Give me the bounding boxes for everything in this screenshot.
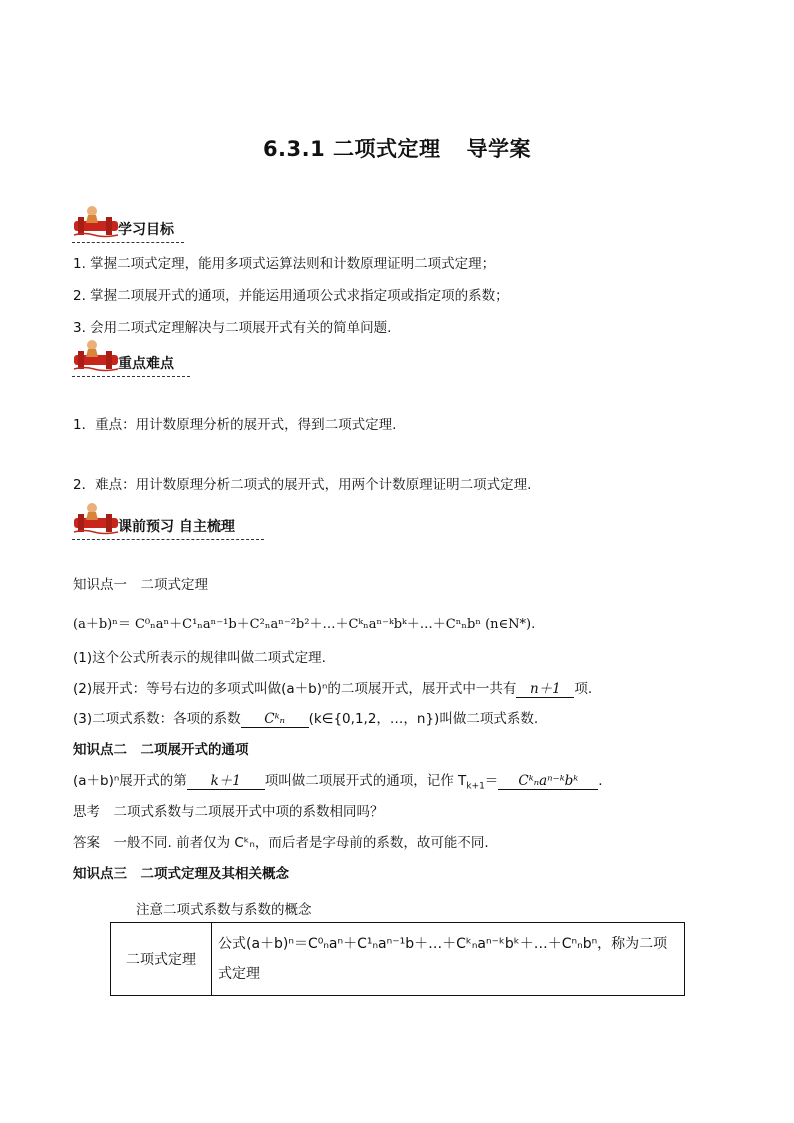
kp3-heading: 知识点三 二项式定理及其相关概念: [73, 866, 289, 882]
table-cell-name: 二项式定理: [111, 923, 212, 996]
goal-item: 2. 掌握二项展开式的通项，并能运用通项公式求指定项或指定项的系数；: [73, 288, 509, 304]
think-line: 思考 二项式系数与二项展开式中项的系数相同吗？: [73, 804, 384, 820]
section-underline: [72, 374, 190, 377]
section-key: [72, 337, 272, 377]
title-part2: 导学案: [466, 137, 532, 161]
section-underline: [72, 537, 264, 540]
answer-line: 答案 一般不同. 前者仅为 Cᵏₙ，而后者是字母前的系数，故可能不同.: [73, 835, 489, 851]
kp2-line1-mid: 项叫做二项展开式的通项，记作 T: [264, 773, 467, 789]
kp1-line3: [73, 707, 538, 728]
section-preview: [72, 500, 272, 540]
kp2-eq: ＝: [484, 773, 499, 789]
kp1-line2-end: 项.: [574, 681, 593, 697]
table-cell-content: 公式(a＋b)ⁿ＝C⁰ₙaⁿ＋C¹ₙaⁿ⁻¹b＋…＋Cᵏₙaⁿ⁻ᵏbᵏ＋…＋Cⁿₙbⁿ，称为二项式定理: [212, 923, 685, 996]
section-preview-label: 课前预习 自主梳理: [118, 519, 235, 535]
section-underline: [72, 240, 184, 243]
section-goals-label: 学习目标: [118, 222, 174, 238]
kp1-line2: [73, 677, 592, 698]
page-title: [0, 133, 794, 163]
kp2-end: .: [598, 773, 603, 789]
section-logo-icon: [72, 203, 120, 239]
title-part1: 6.3.1 二项式定理: [262, 137, 441, 161]
kp1-heading: 知识点一 二项式定理: [73, 577, 208, 593]
kp1-line3-text: (3)二项式系数：各项的系数: [73, 711, 241, 727]
blank-coefficient: Cᵏₙ: [241, 711, 309, 728]
blank-term-index: k＋1: [187, 769, 265, 790]
key-point: 2．难点：用计数原理分析二项式的展开式，用两个计数原理证明二项式定理.: [73, 477, 532, 493]
binomial-formula: (a＋b)ⁿ＝ C⁰ₙaⁿ＋C¹ₙaⁿ⁻¹b＋C²ₙaⁿ⁻²b²＋…＋Cᵏₙaⁿ⁻ᵏbᵏ＋…＋Cⁿₙbⁿ (n∈N*).: [73, 617, 536, 632]
goal-item: 3. 会用二项式定理解决与二项展开式有关的简单问题.: [73, 320, 392, 336]
section-key-label: 重点难点: [118, 356, 174, 372]
kp1-line1: (1)这个公式所表示的规律叫做二项式定理.: [73, 650, 326, 666]
kp1-line2-text: (2)展开式：等号右边的多项式叫做(a＋b)ⁿ的二项展开式，展开式中一共有: [73, 681, 517, 697]
section-logo-icon: [72, 337, 120, 373]
blank-general-term: Cᵏₙaⁿ⁻ᵏbᵏ: [498, 773, 598, 790]
kp2-subscript: k+1: [466, 781, 485, 792]
table-row: [111, 923, 685, 996]
goal-item: 1. 掌握二项式定理，能用多项式运算法则和计数原理证明二项式定理；: [73, 256, 496, 272]
concept-table: [110, 922, 685, 996]
kp2-line1-text: (a＋b)ⁿ展开式的第: [73, 773, 187, 789]
kp3-note: 注意二项式系数与系数的概念: [136, 902, 312, 918]
key-point: 1．重点：用计数原理分析的展开式，得到二项式定理.: [73, 417, 397, 433]
kp1-line3-end: (k∈{0,1,2，…，n})叫做二项式系数.: [308, 711, 539, 727]
kp2-line1: [73, 769, 603, 792]
section-goals: [72, 203, 272, 243]
blank-term-count: n＋1: [516, 677, 574, 698]
kp2-heading: 知识点二 二项展开式的通项: [73, 742, 249, 758]
section-logo-icon: [72, 500, 120, 536]
